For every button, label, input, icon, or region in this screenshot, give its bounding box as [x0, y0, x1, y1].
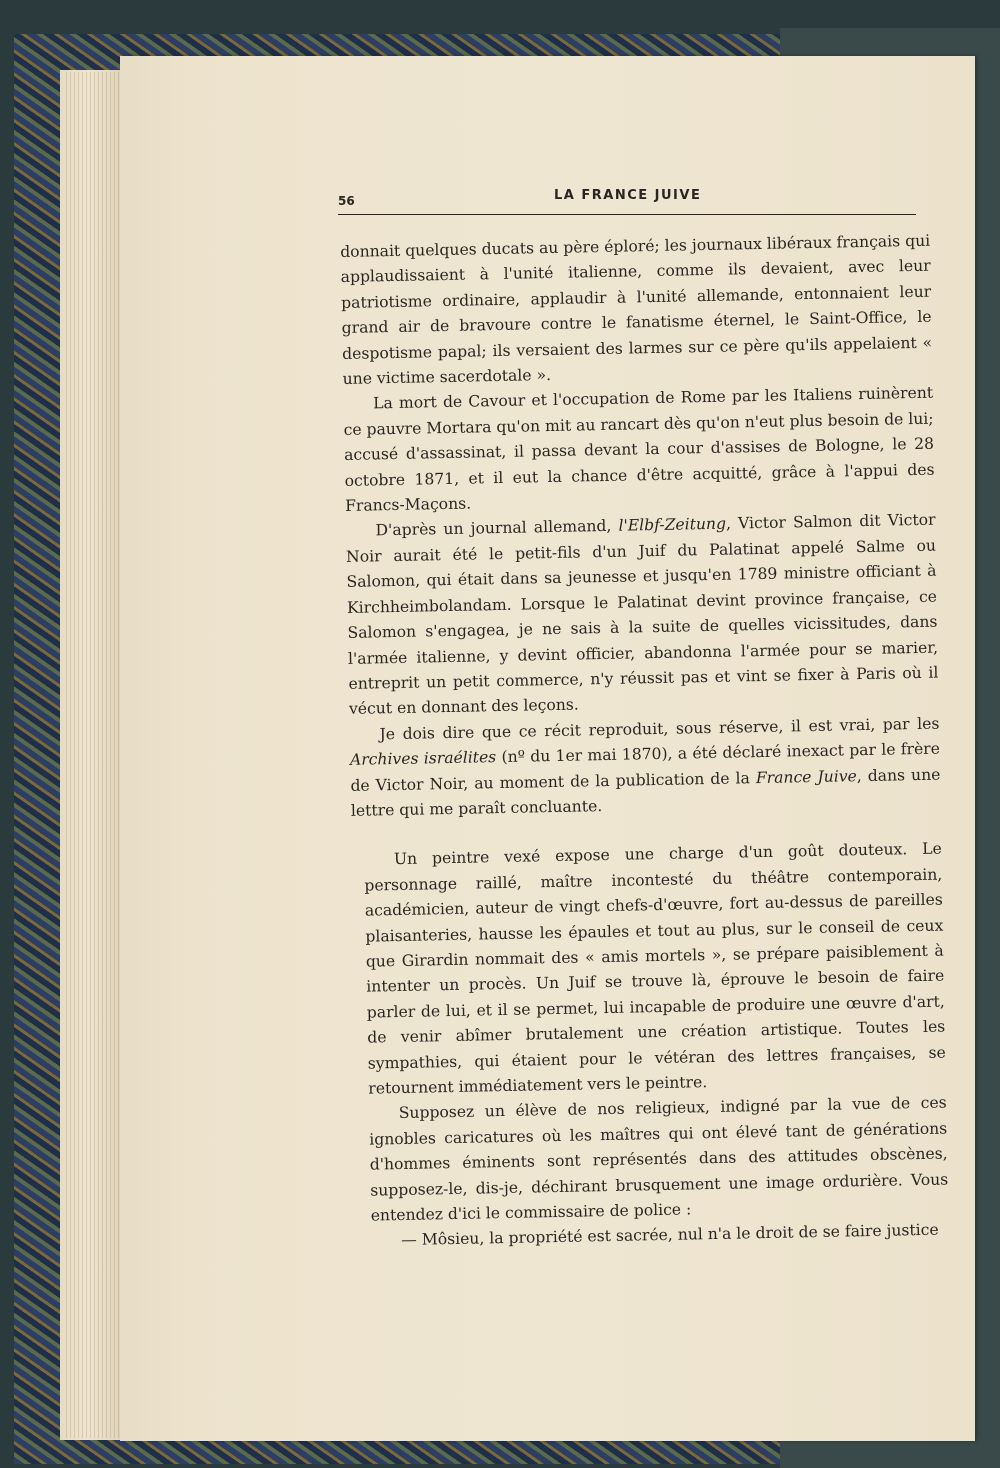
publication-title: Archives israélites: [349, 748, 497, 770]
paragraph-5: Un peintre vexé expose une charge d'un goût douteux. Le personnage raillé, maître incontesté du théâtre contemporain, académicien, auteur de vingt chefs-d'œuvre, fort au-dessus de pareilles plaisanteries, hausse les épaules et tout au plus, sur le conseil de ceux que Girardin nommait des « amis mortels », se prépare paisiblement à intenter un procès. Un Juif se trouve là, éprouve le besoin de faire parler de lui, et il se permet, lui incapable de produire une œuvre d'art, de venir abîmer brutalement une création artistique. Toutes les sympathies, qui étaient pour le vétéran des lettres françaises, se retournent immédiatement vers le peintre.: [364, 839, 946, 1098]
paragraph-3-rest: , Victor Salmon dit Victor Noir aurait été le petit-fils d'un Juif du Palatinat appelé Salme ou Salomon, qui était dans sa jeunesse et jusqu'en 1789 ministre officiant à Kirchheimbolandam. Lorsque le Palatinat devint province française, ce Salomon s'engagea, je ne sais à la suite de quelles vicissitudes, dans l'armée italienne, y devint officier, abandonna l'armée pour se marier, entreprit un petit commerce, n'y réussit pas et vint se fixer à Paris où il vécut en donnant des leçons.: [345, 511, 939, 719]
running-title: LA FRANCE JUIVE: [554, 188, 702, 203]
page-header: [338, 186, 916, 215]
paragraph-3-start: D'après un journal allemand,: [375, 517, 619, 540]
paragraph-4: [349, 711, 941, 824]
paragraph-6: Supposez un élève de nos religieux, indigné par la vue de ces ignobles caricatures où les maîtres qui ont élevé tant de générations d'hommes éminents sont représentés dans des attitudes obscènes, supposez-le, dis-je, déchirant brusquement une image ordurière. Vous entendez d'ici le commissaire de police :: [369, 1093, 949, 1225]
newspaper-title: l'Elbf-Zeitung: [618, 515, 727, 536]
paragraph-4-start: Je dois dire que ce récit reproduit, sous réserve, il est vrai, par les: [379, 714, 940, 744]
second-section: [364, 837, 950, 1255]
book-title: France Juive: [755, 766, 857, 787]
page-number: 56: [338, 194, 355, 208]
paragraph-1: donnait quelques ducats au père éploré; les journaux libéraux français qui applaudissaient à l'unité italienne, comme ils devaient, avec leur patriotisme ordinaire, applaudir à l'unité allemande, entonnaient leur grand air de bravoure contre le fanatisme éternel, le Saint-Office, le despotisme papal; ils versaient des larmes sur ce père qu'ils appelaient « une victime sacerdotale ».: [340, 231, 933, 389]
paragraph-3: [345, 508, 939, 723]
paragraph-2: La mort de Cavour et l'occupation de Rome par les Italiens ruinèrent ce pauvre Mortara qu'on mit au rancart dès qu'on n'eut plus besoin de lui; accusé d'assassinat, il passa devant la cour d'assises de Bologne, le 28 octobre 1871, et il eut la chance d'être acquitté, grâce à l'appui des Francs-Maçons.: [343, 384, 935, 516]
body-text: [340, 229, 949, 1255]
paragraph-7: — Môsieu, la propriété est sacrée, nul n'a le droit de se faire justice: [401, 1221, 939, 1250]
paragraph-4-end: , dans une lettre qui me paraît concluante.: [350, 765, 941, 820]
paragraph-4-middle: (nº du 1er mai 1870), a été déclaré inexact par le frère de Victor Noir, au moment de la publication de la: [350, 739, 941, 795]
